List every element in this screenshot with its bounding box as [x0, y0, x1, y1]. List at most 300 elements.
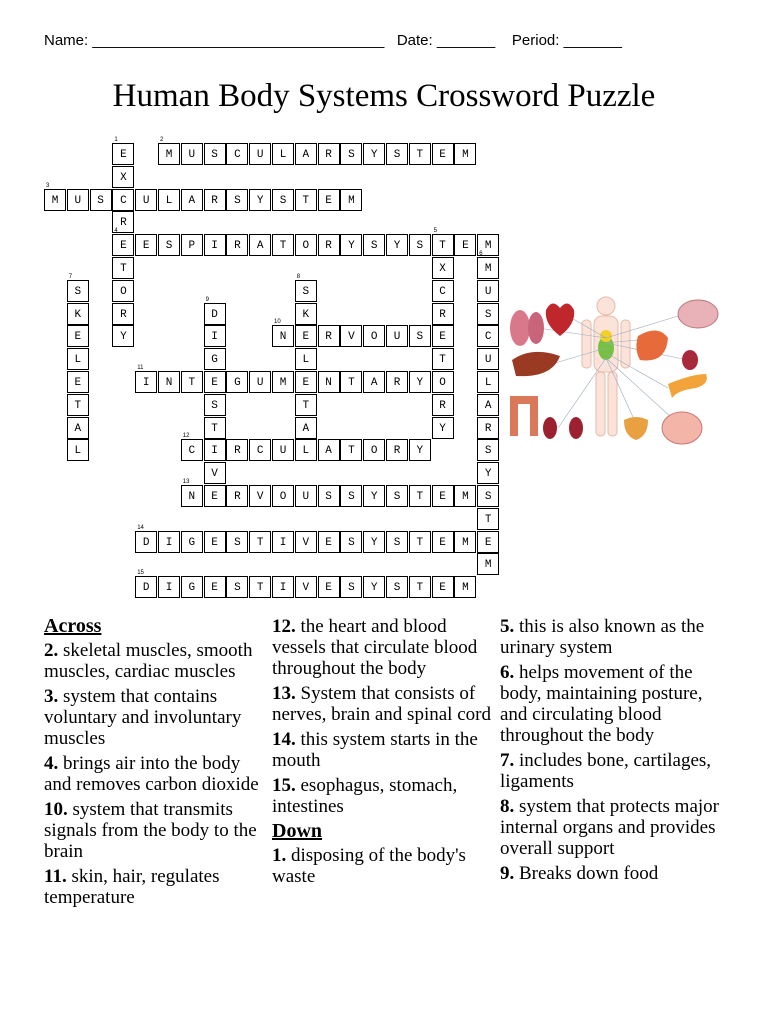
cell-letter: S [279, 194, 287, 207]
crossword-cell [204, 531, 226, 553]
cell-letter: S [234, 582, 241, 595]
cell-letter: C [234, 149, 241, 161]
cell-letter: U [256, 377, 264, 389]
cell-letter: A [302, 149, 310, 161]
cell-letter: U [484, 354, 492, 367]
crossword-cell [90, 189, 112, 211]
cell-letter: R [484, 422, 492, 435]
cell-letter: A [74, 422, 82, 435]
cell-letter: T [302, 194, 310, 207]
crossword-cell [181, 371, 203, 393]
crossword-cell [432, 576, 454, 598]
cell-letter: M [462, 149, 469, 161]
cell-letter: E [439, 331, 446, 344]
clue-number: 5 [433, 228, 437, 235]
body-figure [582, 297, 630, 436]
cell-letter: E [325, 536, 332, 549]
cell-letter: S [484, 491, 492, 503]
cell-letter: S [393, 582, 401, 595]
cell-letter: E [302, 377, 310, 389]
cell-letter: M [51, 194, 59, 207]
cell-letter: Y [416, 445, 424, 458]
cell-letter: E [325, 582, 332, 595]
clue-text: disposing of the body's waste [272, 845, 466, 887]
cell-letter: E [120, 240, 127, 253]
clue-item [272, 683, 492, 725]
liver-image [512, 352, 560, 376]
crossword-cell [340, 189, 362, 211]
cell-letter: E [142, 240, 150, 253]
cell-letter: E [439, 582, 446, 595]
crossword-cell [158, 531, 180, 553]
clue-text: Breaks down food [514, 863, 659, 884]
crossword-cell [272, 234, 294, 256]
crossword-cell [181, 576, 203, 598]
crossword-cell [158, 234, 180, 256]
crossword-cell [135, 570, 157, 598]
cell-letter: L [74, 445, 82, 458]
crossword-cell [363, 325, 385, 347]
crossword-cell [272, 531, 294, 553]
cell-letter: T [348, 377, 355, 389]
cell-letter: S [348, 491, 355, 503]
cell-letter: S [234, 194, 241, 207]
small-intestine-image [662, 412, 702, 444]
crossword-cell [386, 143, 408, 165]
cell-letter: T [256, 582, 264, 595]
clue-number: 15. [272, 775, 296, 796]
cell-letter: S [165, 240, 173, 253]
crossword-cell [477, 553, 499, 575]
crossword-cell [67, 439, 89, 461]
crossword-cell [432, 303, 454, 325]
clue-text: helps movement of the body, maintaining posture, and circulating blood throughout the body [500, 662, 703, 746]
cell-letter: I [211, 240, 218, 253]
crossword-cell [158, 137, 180, 165]
cell-letter: E [211, 491, 218, 503]
cell-letter: S [416, 331, 424, 344]
crossword-cell [295, 325, 317, 347]
cell-letter: N [165, 377, 173, 389]
clue-number: 4. [44, 753, 59, 774]
cell-letter: R [325, 331, 332, 344]
cell-letter: E [302, 331, 310, 344]
cell-letter: A [256, 240, 264, 253]
clue-number: 11. [44, 866, 67, 887]
cell-letter: R [234, 445, 241, 458]
crossword-cell [477, 280, 499, 302]
crossword-cell [204, 296, 226, 325]
crossword-cell [226, 371, 248, 393]
cell-letter: Y [439, 422, 446, 435]
crossword-cell [340, 576, 362, 598]
cell-letter: O [120, 285, 127, 298]
clue-number: 6. [500, 662, 515, 683]
cell-letter: E [325, 194, 332, 207]
cell-letter: R [120, 217, 127, 230]
cell-letter: M [484, 559, 492, 572]
clue-number: 7. [500, 750, 515, 771]
clue-text: brings air into the body and removes carbon dioxide [44, 753, 259, 795]
clue-number: 7 [68, 273, 73, 280]
crossword-cell [432, 280, 454, 302]
cell-letter: S [484, 308, 492, 321]
crossword-cell [272, 439, 294, 461]
crossword-cell [477, 439, 499, 461]
cell-letter: C [256, 445, 264, 458]
clue-number: 10. [44, 799, 68, 820]
pancreas-image [668, 374, 707, 398]
crossword-cell [249, 439, 271, 461]
crossword-cell [272, 485, 294, 507]
clue-number: 3. [44, 686, 59, 707]
clue-item [44, 866, 269, 908]
cell-letter: T [302, 399, 310, 412]
cell-letter: O [279, 491, 287, 503]
clue-number: 8. [500, 796, 515, 817]
cell-letter: E [211, 377, 218, 389]
cell-letter: K [74, 308, 82, 321]
cell-letter: N [188, 491, 196, 503]
cell-letter: U [393, 331, 401, 344]
crossword-cell [204, 348, 226, 370]
crossword-cell [295, 303, 317, 325]
crossword-cell [204, 394, 226, 416]
cell-letter: V [302, 536, 310, 549]
crossword-cell [340, 143, 362, 165]
cell-letter: A [484, 399, 492, 412]
cell-letter: U [279, 445, 287, 458]
clue-item [44, 686, 269, 749]
crossword-cell [318, 439, 340, 461]
cell-letter: E [74, 331, 82, 344]
clue-number: 4 [114, 228, 118, 235]
crossword-cell [432, 228, 454, 256]
crossword-cell [181, 531, 203, 553]
crossword-cell [432, 257, 454, 279]
crossword-cell [295, 417, 317, 439]
cell-letter: T [120, 263, 127, 275]
cell-letter: M [484, 240, 492, 253]
crossword-cell [295, 485, 317, 507]
bladder-image [624, 417, 648, 440]
crossword-cell [432, 325, 454, 347]
crossword-cell [454, 234, 476, 256]
crossword-cell [272, 576, 294, 598]
crossword-cell [204, 189, 226, 211]
cell-letter: K [302, 308, 310, 321]
crossword-cell [409, 234, 431, 256]
crossword-cell [295, 273, 317, 302]
cell-letter: T [188, 377, 196, 389]
clue-text: system that contains voluntary and involuntary muscles [44, 686, 242, 749]
cell-letter: D [142, 536, 150, 549]
cell-letter: L [302, 445, 310, 458]
crossword-cell [204, 143, 226, 165]
clue-item [272, 775, 492, 817]
cell-letter: M [462, 491, 469, 503]
crossword-cell [409, 371, 431, 393]
clue-text: includes bone, cartilages, ligaments [500, 750, 712, 792]
clue-number: 12. [272, 616, 296, 637]
cell-letter: I [279, 582, 287, 595]
cell-letter: R [234, 240, 241, 253]
crossword-cell [432, 394, 454, 416]
crossword-cell [386, 439, 408, 461]
crossword-cell [272, 319, 294, 347]
crossword-cell [67, 417, 89, 439]
crossword-cell [363, 143, 385, 165]
cell-letter: M [165, 149, 173, 161]
cell-letter: I [211, 331, 218, 344]
cell-letter: E [439, 491, 446, 503]
cell-letter: Y [370, 536, 378, 549]
clue-text: skeletal muscles, smooth muscles, cardiac muscles [44, 640, 253, 682]
crossword-cell [226, 143, 248, 165]
cell-letter: M [348, 194, 355, 207]
crossword-cell [158, 371, 180, 393]
crossword-cell [386, 531, 408, 553]
cell-letter: M [462, 582, 469, 595]
clues-column-3 [500, 616, 725, 888]
crossword-cell [363, 576, 385, 598]
organs-illustration [498, 288, 728, 458]
cell-letter: S [393, 491, 401, 503]
crossword-cell [158, 576, 180, 598]
name-date-period-line: Name: ___________________________________ Date: _______ Period: _______ [44, 32, 623, 49]
cell-letter: U [484, 285, 492, 298]
crossword-cell [249, 531, 271, 553]
crossword-cell [181, 234, 203, 256]
crossword-cell [432, 371, 454, 393]
crossword-cell [318, 143, 340, 165]
cell-letter: T [416, 536, 424, 549]
clue-number: 15 [137, 570, 144, 577]
cell-letter: L [302, 354, 310, 367]
cell-letter: Y [370, 582, 378, 595]
crossword-cell [295, 394, 317, 416]
cell-letter: U [256, 149, 264, 161]
crossword-cell [340, 234, 362, 256]
down-heading: Down [272, 820, 323, 842]
cell-letter: O [370, 445, 378, 458]
crossword-cell [204, 439, 226, 461]
crossword-cell [295, 234, 317, 256]
cell-letter: E [74, 377, 82, 389]
cell-letter: X [120, 171, 127, 184]
cell-letter: Y [370, 491, 378, 503]
crossword-cell [409, 485, 431, 507]
crossword-cell [318, 189, 340, 211]
cell-letter: Y [120, 331, 127, 344]
clue-number: 13. [272, 683, 296, 704]
crossword-cell [477, 371, 499, 393]
crossword-cell [135, 234, 157, 256]
crossword-cell [226, 485, 248, 507]
cell-letter: S [393, 149, 401, 161]
cell-letter: S [325, 491, 332, 503]
kidney-image [682, 350, 698, 370]
clue-number: 10 [274, 319, 281, 326]
cell-letter: V [302, 582, 310, 595]
cell-letter: G [188, 536, 196, 549]
cell-letter: Y [393, 240, 401, 253]
cell-letter: A [370, 377, 378, 389]
cell-letter: S [211, 399, 218, 412]
crossword-cell [158, 189, 180, 211]
cell-letter: E [211, 536, 218, 549]
cell-letter: I [142, 377, 150, 389]
crossword-cell [386, 325, 408, 347]
crossword-cell [454, 531, 476, 553]
crossword-cell [272, 371, 294, 393]
crossword-cell [318, 234, 340, 256]
cell-letter: Y [416, 377, 424, 389]
clue-number: 3 [46, 182, 50, 189]
crossword-cell [340, 325, 362, 347]
cell-letter: A [302, 422, 310, 435]
cell-letter: S [348, 536, 355, 549]
crossword-cell [181, 433, 203, 461]
crossword-cell [386, 576, 408, 598]
cell-letter: G [234, 377, 241, 389]
cell-letter: S [484, 445, 492, 458]
clue-text: this system starts in the mouth [272, 729, 478, 771]
cell-letter: S [234, 536, 241, 549]
cell-letter: S [302, 285, 310, 298]
cell-letter: E [462, 240, 469, 253]
cell-letter: E [439, 149, 446, 161]
crossword-cell [477, 251, 499, 279]
crossword-cell [409, 325, 431, 347]
cell-letter: N [279, 331, 287, 344]
crossword-cell [363, 439, 385, 461]
crossword-cell [249, 189, 271, 211]
crossword-cell [295, 439, 317, 461]
crossword-cell [295, 348, 317, 370]
crossword-cell [135, 365, 157, 393]
cell-letter: I [211, 445, 218, 458]
clue-text: System that consists of nerves, brain and spinal cord [272, 683, 491, 725]
clue-number: 12 [182, 433, 190, 440]
crossword-cell [409, 439, 431, 461]
clue-item [272, 729, 492, 771]
cell-letter: T [416, 149, 424, 161]
cell-letter: R [325, 149, 332, 161]
cell-letter: I [165, 536, 173, 549]
crossword-cell [226, 531, 248, 553]
cell-letter: T [256, 536, 264, 549]
crossword-cell [318, 576, 340, 598]
cell-letter: U [142, 194, 150, 207]
cell-letter: S [393, 536, 401, 549]
clue-number: 9 [205, 296, 209, 303]
cell-letter: D [211, 308, 218, 321]
crossword-cell [340, 531, 362, 553]
cell-letter: C [439, 285, 446, 298]
cell-letter: M [484, 263, 492, 275]
crossword-cell [204, 462, 226, 484]
crossword-cell [477, 303, 499, 325]
clue-number: 1 [114, 137, 118, 143]
crossword-cell [135, 189, 157, 211]
crossword-cell [226, 189, 248, 211]
crossword-cell [295, 576, 317, 598]
crossword-cell [454, 576, 476, 598]
crossword-cell [67, 371, 89, 393]
crossword-cell [67, 303, 89, 325]
crossword-cell [340, 439, 362, 461]
cell-letter: I [165, 582, 173, 595]
clue-item [44, 640, 269, 682]
crossword-cell [454, 143, 476, 165]
crossword-cell [363, 371, 385, 393]
crossword-cell [340, 485, 362, 507]
clue-number: 8 [296, 273, 301, 280]
large-intestine-image [510, 396, 538, 436]
crossword-cell [409, 576, 431, 598]
crossword-cell [204, 234, 226, 256]
clue-text: the heart and blood vessels that circulate blood throughout the body [272, 616, 478, 679]
clue-number: 2 [160, 137, 164, 143]
clues-column-1 [44, 616, 269, 912]
crossword-cell [432, 531, 454, 553]
crossword-cell [432, 417, 454, 439]
crossword-cell [112, 325, 134, 347]
clue-number: 14 [137, 524, 144, 531]
cell-letter: C [188, 445, 196, 458]
clue-item [500, 662, 725, 746]
crossword-cell [477, 508, 499, 530]
crossword-cell [226, 439, 248, 461]
crossword-cell [181, 189, 203, 211]
crossword-cell [386, 485, 408, 507]
crossword-cell [318, 531, 340, 553]
crossword-cell [477, 462, 499, 484]
crossword-cell [318, 371, 340, 393]
cell-letter: A [188, 194, 196, 207]
cell-letter: Y [348, 240, 355, 253]
cell-letter: E [211, 582, 218, 595]
clue-text: this is also known as the urinary system [500, 616, 705, 658]
crossword-cell [432, 485, 454, 507]
cell-letter: S [74, 285, 82, 298]
clue-text: esophagus, stomach, intestines [272, 775, 458, 817]
crossword-cell [295, 143, 317, 165]
crossword-cell [112, 257, 134, 279]
cell-letter: L [74, 354, 82, 367]
cell-letter: U [74, 194, 82, 207]
crossword-cell [67, 273, 89, 302]
crossword-cell [67, 348, 89, 370]
crossword-cell [67, 325, 89, 347]
cell-letter: L [484, 377, 492, 389]
crossword-cell [112, 280, 134, 302]
clue-number: 6 [479, 251, 483, 257]
clue-number: 14. [272, 729, 296, 750]
cell-letter: R [439, 399, 446, 412]
clue-number: 13 [182, 479, 190, 485]
cell-letter: T [416, 491, 424, 503]
crossword-cell [454, 485, 476, 507]
cell-letter: R [325, 240, 332, 253]
cell-letter: M [462, 536, 469, 549]
crossword-cell [363, 485, 385, 507]
cell-letter: T [74, 399, 82, 412]
cell-letter: S [370, 240, 378, 253]
cell-letter: T [439, 354, 446, 367]
clue-item [500, 750, 725, 792]
